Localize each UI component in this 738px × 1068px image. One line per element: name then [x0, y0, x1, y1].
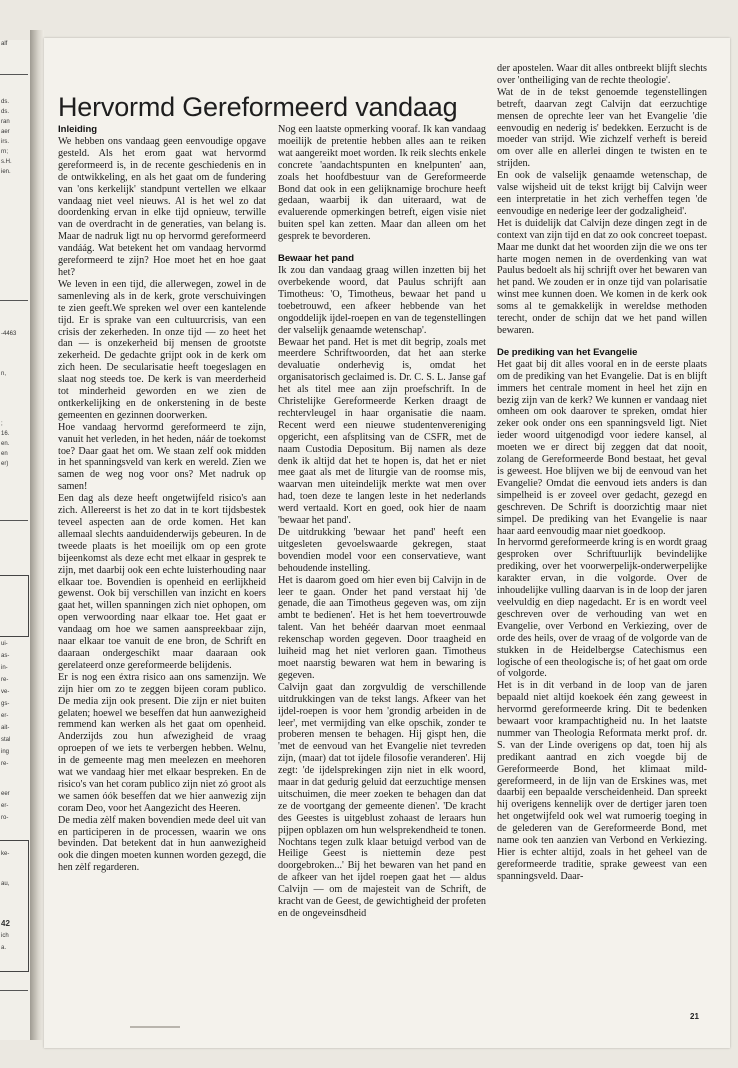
- paragraph: We hebben ons vandaag geen eenvoudige opgave gesteld. Als het erom gaat wat hervormd gereformeerd is, in de recente geschiedenis en in de ontwikkeling, en als het gaat om de fundering van 'ons kerkelijk' standpunt vertellen we elkaar vandaag niet veel nieuws. Al is het wel zo dat doordenking ervan in elke tijd opnieuw, terwille van de overdracht in de generaties, van belang is. Maar de nadruk ligt nu op hervormd gereformeerd vandáág. Wat betekent het om vandaag hervormd gereformeerd te zijn? Hoe moet het en hoe gaat het?: [58, 136, 266, 278]
- paragraph: Calvijn gaat dan zorgvuldig de verschillende uitdrukkingen van de tekst langs. Afkeer van het ijdel-roepen is voor hem 'grondig arbeiden in de leer', met vermijding van elke opschik, zonder te proberen mensen te behagen. Hij gispt hen, die 'met de eenvoud van het Evangelie niet tevreden zijn, (maar) dat tot ijdele filosofie veranderen'. Hij zegt: 'de ijdelsprekingen zijn niet in elk woord, maar in dat gedurig geluid dat eerzuchtige mensen uitschuimen, die meer zoeken te behagen dan dat ze de voortgang der gemeente dienen'. 'De kracht des Geestes is uitgeblust zohaast de leraars hun pijpen opblazen om hun welsprekendheid te tonen. Nochtans tegen zulk klaar betuigd verbod van de Heilige Geest is niettemin deze pest doorgebroken...' Bij het bewaren van het pand en de afkeer van het ijdel roepen gaat het — aldus Calvijn — om de majesteit van de Schrift, de kracht van de Geest, de gewichtigheid der profeten en de ongeveinsdheid: [278, 681, 486, 919]
- article-column-2: [278, 124, 486, 1006]
- previous-page-fragment: ait-: [1, 725, 10, 731]
- previous-page-fragment: er-: [1, 713, 9, 719]
- previous-page-fragment: ke-: [1, 851, 10, 857]
- previous-page-rule: [0, 300, 28, 301]
- previous-page-fragment: er): [1, 461, 9, 467]
- previous-page-fragment: er-: [1, 803, 9, 809]
- previous-page-fragment: en.: [1, 441, 10, 447]
- previous-page-fragment: gs-: [1, 701, 10, 707]
- paragraph: Ik zou dan vandaag graag willen inzetten bij het overbekende woord, dat Paulus schrijft aan Timotheus: 'O, Timotheus, bewaar het pand u toebetrouwd, een afkeer hebbende van het ongoddelijk ijdel-roepen en van de tegenstellingen der valselijk genaamde wetenschap'.: [278, 265, 486, 336]
- paragraph: Het is daarom goed om hier even bij Calvijn in de leer te gaan. Onder het pand verstaat hij 'de genade, die aan Timotheus gegeven was, om zijn ambt te bedienen'. Het is het hem toevertrouwde talent. Van het behéér daarvan moet eenmaal rekenschap worden gegeven. Door traagheid en luiheid mag het niet verloren gaan. Timotheus moet naarstig bewaren wat hem in bewaring is gegeven.: [278, 574, 486, 681]
- paragraph: Hoe vandaag hervormd gereformeerd te zijn, vanuit het verleden, in het heden, náár de toekomst toe? Daar gaat het om. We staan zelf ook midden in het spanningsveld van kerk en wereld. Zien we samen de weg nog voor ons? Met nadruk op samen!: [58, 421, 266, 493]
- page-gutter: [30, 30, 44, 1040]
- previous-page-rule: [0, 74, 28, 75]
- page-number: 21: [690, 1012, 699, 1021]
- previous-page-fragment: re-: [1, 677, 9, 683]
- section-heading: Inleiding: [58, 124, 98, 135]
- paragraph: De uitdrukking 'bewaar het pand' heeft een uitgesleten gevoelswaarde gekregen, staat bovendien model voor een conservatieve, want behoudende instelling.: [278, 527, 486, 574]
- previous-page-margin: [0, 40, 31, 1040]
- section-spacer: [278, 243, 486, 253]
- previous-page-fragment: 42: [1, 920, 10, 928]
- paragraph: Het is duidelijk dat Calvijn deze dingen zegt in de context van zijn tijd en dat zo ook concreet toepast. Maar me dunkt dat het woorden zijn die we ons ter harte mogen nemen in de overdenking van wat Paulus bedoelt als hij schrijft over het bewaren van het pand. We zouden er in onze tijd van polarisatie winst mee kunnen doen. We komen in de kerk ook soms al te gemakkelijk in wereldse methoden terecht, onder de schijn dat we het pand willen bewaren.: [497, 217, 707, 336]
- previous-page-rule: [0, 990, 28, 991]
- previous-page-rule: [0, 520, 28, 521]
- previous-page-fragment: in-: [1, 665, 8, 671]
- previous-page-fragment: a.: [1, 945, 7, 951]
- previous-page-box: [0, 840, 29, 972]
- previous-page-box: [0, 575, 29, 637]
- paragraph: Wat de in de tekst genoemde tegenstellingen betreft, daarvan zegt Calvijn dat eerzuchtige mensen de oprechte leer van het Evangelie 'die eenvoudig en nederig is' bedekken. Eerzucht is de moeder van strijd. Wie zichzelf verheft is bereid om over alle en allerlei dingen te twisten en te strijden.: [497, 86, 707, 170]
- previous-page-fragment: s.H.: [1, 159, 12, 165]
- previous-page-fragment: ich: [1, 933, 9, 939]
- paragraph: De media zèlf maken bovendien mede deel uit van en participeren in de processen, waarin we ons bevinden. Dat betekent dat in hun aanwezigheid ook die dingen moeten kunnen worden gezegd, die hen zèlf regarderen.: [58, 814, 266, 874]
- article-column-3: [497, 63, 707, 1007]
- paragraph: Er is nog een éxtra risico aan ons samenzijn. We zijn hier om zo te zeggen bijeen coram publico. De media zijn ook present. Die zijn er niet buiten gelaten; hoewel we beseffen dat hun aanwezigheid remmend kan werken als het gaat om openheid. Anderzijds zou hun afwezigheid de vraag oproepen of we iets te verbergen hebben. Welnu, in de gemeente mag men meelezen en meehoren wat we vandaag hier met elkaar bespreken. En de risico's van het coram publico zijn niet zó groot als we samen óók beseffen dat we hier aanwezig zijn coram Deo, voor het Aangezicht des Heeren.: [58, 671, 266, 814]
- previous-page-fragment: ran: [1, 119, 10, 125]
- previous-page-fragment: -4463: [1, 331, 17, 337]
- paragraph: Het is in dit verband in de loop van de jaren bepaald niet altijd koekoek één zang geweest in hervormd gereformeerde kring. Dit te bedenken bewaart voor krampachtigheid nu. In het laatste nummer van Theologia Reformata merkt prof. dr. S. van der Linde overigens op dat, toen hij als predikant aantrad en zich voegde bij de Gereformeerde Bond, het klimaat mild-gereformeerd, in de lijn van de Erskines was, met daarbij een bepaalde verscheidenheid. Dan spreekt hij overigens kennelijk over de dertiger jaren toen het ongetwijfeld ook wel wat rumoerig toeging in de gelederen van de Gereformeerde Bond, met name ook ten aanzien van Verbond en Verkiezing. Hier is echter altijd, zoals in het geheel van de gereformeerde traditie, sprake geweest van een spanningsveld. Daar-: [497, 680, 707, 882]
- section-heading: De prediking van het Evangelie: [497, 346, 638, 358]
- paragraph: Nog een laatste opmerking vooraf. Ik kan vandaag moeilijk de pretentie hebben alles aan te reiken wat aangereikt moet worden. Ik reik slechts enkele concrete 'aandachtspunten en knelpunten' aan, zoals het hoofdbestuur van de Gereformeerde Bond dat ook in een gelijknamige brochure heeft gedaan, waarbij ik dan uiteraard, wat de evaluerende opmerkingen betreft, eigen visie niet buiten spel kan zetten. Maar dan alleen om het gesprek te bevorderen.: [278, 124, 486, 243]
- paragraph: Het gaat bij dit alles vooral en in de eerste plaats om de prediking van het Evangelie. Dat is en blijft immers het centrale moment in heel het zijn en bezig zijn van de kerk? We kunnen er vandaag niet omheen om ook daarover te spreken, omdat hier zeker ook onder ons een spanningsveld ligt. Niet ieder woord uitgenodigd voor iedere kansel, al moeten we er direct bij zeggen dat dat nooit, zolang de Gereformeerde Bond bestaat, het geval is geweest. Hoe blijven we bij de eenvoud van het Evangelie? Omdat die eenvoud iets anders is dan simpelheid is er zoveel over gedacht, gezegd en geschreven. De Schrift is doorzichtig maar niet simpel. De prediking van het Evangelie is naar haar aard eenvoudig maar niet goedkoop.: [497, 358, 707, 537]
- previous-page-fragment: ro-: [1, 815, 9, 821]
- paragraph: In hervormd gereformeerde kring is en wordt graag gesproken over Schriftuurlijk bevindelijke prediking, over het voorwerpelijk-onderwerpelijke karakter ervan, in die volgorde. Over de inhoudelijke vulling daarvan is in de loop der jaren veelvuldig en diep nagedacht. Er is en wordt veel geschreven over de verhouding van wet en Evangelie, over Verbond en Verkiezing, over de orde des heils, over de vraag of de volgorde van de stukken in de Heidelbergse Catechismus een logische of een theologische is; of het gaat om orde of volgorde.: [497, 537, 707, 680]
- previous-page-fragment: ui-: [1, 641, 8, 647]
- previous-page-fragment: eer: [1, 791, 10, 797]
- paragraph: Een dag als deze heeft ongetwijfeld risico's aan zich. Allereerst is het zo dat in te kort tijdsbestek teveel aspecten aan de orde komen. Het kan allemaal slechts aanduidenderwijs gebeuren. In de tweede plaats is het moeilijk om op een grote bijeenkomst als deze echt met elkaar in gesprek te zijn, met daarbij ook een echte luisterhouding naar elkaar toe. Bovendien is openheid en eerlijkheid gewenst. Ook bij verschillen van inzicht en koers gaat het, willen spanningen zich niet ophopen, om open verwoording naar elkaar toe. Het gaat er vandaag om hoe we samen aanspreekbaar zijn, naar elkaar toe vanuit de ene bron, de Schrift en daaraan ondergeschikt maar daaraan ook gerelateerd onze gereformeerde belijdenis.: [58, 493, 266, 671]
- section-spacer: [497, 337, 707, 347]
- previous-page-fragment: 16.: [1, 431, 10, 437]
- previous-page-fragment: ds.: [1, 99, 10, 105]
- previous-page-fragment: aer: [1, 129, 10, 135]
- previous-page-fragment: en: [1, 451, 8, 457]
- previous-page-fragment: rn;: [1, 149, 9, 155]
- previous-page-fragment: ve-: [1, 689, 10, 695]
- paragraph: We leven in een tijd, die allerwegen, zowel in de samenleving als in de kerk, grote verschuivingen te zien geeft.We spreken wel over een kantelende tijd. Er is sprake van een cultuurcrisis, van een crisis der zekerheden. In onze tijd — zo heet het dan — is onzekerheid bij mensen de grootste zekerheid. De gedachte grijpt ook in de kerk om zich heen. De secularisatie heeft toegeslagen en slaat nog steeds toe. De kerk is van meerderheid tot minderheid geworden en we zien de ontkerkelijking en de onkerstening in de beste gemeenten en gezinnen doorwerken.: [58, 278, 266, 421]
- previous-page-fragment: stal: [1, 737, 11, 743]
- section-heading: Bewaar het pand: [278, 253, 355, 265]
- paragraph: En ook de valselijk genaamde wetenschap, de valse wijsheid uit de tekst krijgt bij Calvijn weer een interpretatie in het zich verheffen tegen 'de eenvoudige en nederige leer der godzaligheid'.: [497, 170, 707, 217]
- scan-smudge: [130, 1026, 180, 1028]
- previous-page-fragment: alf: [1, 41, 8, 47]
- previous-page-fragment: re-: [1, 761, 9, 767]
- article-column-1: [58, 124, 266, 1006]
- article-title: Hervormd Gereformeerd vandaag: [58, 92, 458, 122]
- previous-page-fragment: n,: [1, 371, 7, 377]
- previous-page-fragment: irs.: [1, 139, 9, 145]
- previous-page-fragment: ;: [1, 421, 3, 427]
- previous-page-fragment: ds.: [1, 109, 10, 115]
- paragraph: der apostelen. Waar dit alles ontbreekt blijft slechts over 'ontheiliging van de rechte theologie'.: [497, 63, 707, 86]
- previous-page-fragment: au,: [1, 881, 10, 887]
- previous-page-fragment: ien.: [1, 169, 11, 175]
- previous-page-fragment: as-: [1, 653, 10, 659]
- paragraph: Bewaar het pand. Het is met dit begrip, zoals met meerdere Schriftwoorden, dat het aan sterke devaluatie onderhevig is, omdat het organisatorisch geclaimed is. Dr. C. S. L. Janse gaf het als titel mee aan zijn proefschrift. In de Christelijke Gereformeerde Kerken draagt de rechtervleugel in haar organisatie die naam. Recent werd een nieuwe studentenvereniging opgericht, een afsplitsing van de CSFR, met de naam Custodia Depositum. Bij namen als deze denk ik altijd dat het te hopen is, dat het er niet mee gaat als met de liturgie van de roomse mis, waarvan men uiteindelijk merkte wat men over had, toen deze te langen leste in het nederlands werd vertaald. Kort en goed, ook hier de naam 'bewaar het pand'.: [278, 336, 486, 527]
- previous-page-fragment: ing: [1, 749, 10, 755]
